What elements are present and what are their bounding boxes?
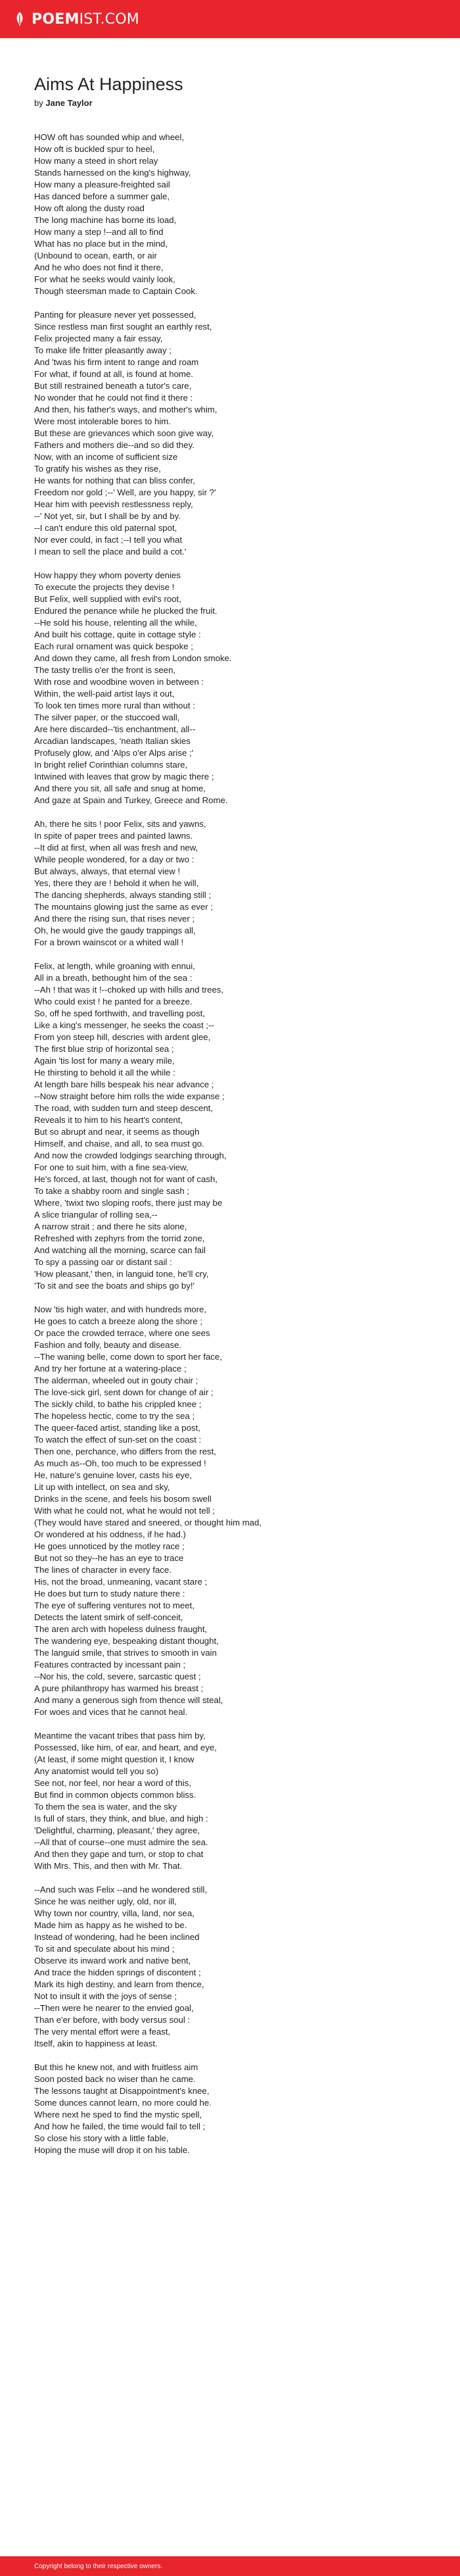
poem-line: He goes unnoticed by the motley race ; [34, 1541, 185, 1551]
poem-line: From yon steep hill, descries with ardent glee, [34, 1032, 211, 1042]
poem-line: The long machine has borne its load, [34, 215, 177, 225]
poem-line: What has no place but in the mind, [34, 239, 168, 249]
poem-line: Observe its inward work and native bent, [34, 1956, 191, 1966]
poem-line: Arcadian landscapes, 'neath Italian skies [34, 736, 191, 746]
poem-line: And many a generous sigh from thence will steal, [34, 1695, 223, 1705]
poem-body [34, 132, 428, 2156]
poem-line: Lit up with intellect, on sea and sky, [34, 1482, 170, 1492]
poem-line: The road, with sudden turn and steep descent, [34, 1103, 213, 1113]
poem-line: The love-sick girl, sent down for change of air ; [34, 1387, 214, 1397]
poem-line: So, off he sped forthwith, and travelling post, [34, 1008, 206, 1018]
poem-line: How many a step !--and all to find [34, 227, 164, 237]
poem-title: Aims At Happiness [34, 74, 183, 94]
poem-line: For what, if found at all, is found at home. [34, 369, 193, 379]
poem-line: --Then were he nearer to the envied goal, [34, 2003, 194, 2013]
poem-line: In bright relief Corinthian columns stare, [34, 760, 188, 770]
poem-line: I mean to sell the place and build a cot.' [34, 547, 187, 557]
poem-line: The lessons taught at Disappointment's knee, [34, 2086, 210, 2096]
poem-line: His, not the broad, unmeaning, vacant stare ; [34, 1577, 208, 1587]
poem-line: Or pace the crowded terrace, where one sees [34, 1328, 210, 1338]
poem-line: Or wondered at his oddness, if he had.) [34, 1529, 186, 1539]
poem-line: To watch the effect of sun-set on the coast : [34, 1435, 202, 1445]
poem-line: --' Not yet, sir, but I shall be by and by. [34, 511, 181, 521]
poem-line: And try her fortune at a watering-place ; [34, 1364, 187, 1374]
poem-line: He thirsting to behold it all the while : [34, 1068, 175, 1077]
poem-line: And trace the hidden springs of discontent ; [34, 1968, 201, 1977]
poem-line: Like a king's messenger, he seeks the coast ;-- [34, 1020, 214, 1030]
poem-line: And then, his father's ways, and mother's whim, [34, 405, 218, 414]
poem-line: --He sold his house, relenting all the while, [34, 618, 197, 628]
poem-line: No wonder that he could not find it there : [34, 393, 193, 403]
poem-line: The first blue strip of horizontal sea ; [34, 1044, 174, 1054]
brand-name-bold: POEM [32, 11, 80, 28]
poem-line: --Nor his, the cold, severe, sarcastic quest ; [34, 1672, 201, 1681]
poem-line: For what he seeks would vainly look, [34, 274, 175, 284]
copyright-notice: Copyright belong to their respective owners. [34, 2562, 163, 2570]
header-bar [0, 0, 460, 38]
poem-line: The hopeless hectic, come to try the sea ; [34, 1411, 195, 1421]
poem-line: Since restless man first sought an earthly rest, [34, 322, 212, 332]
poem-line: Hear him with peevish restlessness reply, [34, 499, 193, 509]
stanza [34, 1304, 428, 1718]
poem-line: Where next he sped to find the mystic spell, [34, 2110, 202, 2119]
stanza [34, 1730, 428, 1872]
poem-line: And watching all the morning, scarce can fail [34, 1245, 206, 1255]
poem-line: (At least, if some might question it, I know [34, 1754, 195, 1764]
poem-line: But Felix, well supplied with evil's root, [34, 594, 181, 604]
poem-line: So close his story with a little fable, [34, 2133, 169, 2143]
poem-line: Though steersman made to Captain Cook. [34, 286, 198, 296]
poem-line: And gaze at Spain and Turkey, Greece and Rome. [34, 795, 228, 805]
poem-line: For woes and vices that he cannot heal. [34, 1707, 188, 1717]
poem-line: Any anatomist would tell you so) [34, 1766, 159, 1776]
poem-line: But still restrained beneath a tutor's care, [34, 381, 192, 391]
poem-line: But these are grievances which soon give way, [34, 428, 214, 438]
poem-line: Refreshed with zephyrs from the torrid zone, [34, 1233, 205, 1243]
byline-prefix: by [34, 98, 43, 108]
poem-line: How oft along the dusty road [34, 203, 145, 213]
poem-line: Panting for pleasure never yet possessed, [34, 310, 196, 320]
poem-line: Now 'tis high water, and with hundreds more, [34, 1304, 207, 1314]
poem-line: --Ah ! that was it !--choked up with hills and trees, [34, 985, 224, 995]
footer-bar [0, 2556, 460, 2576]
stanza [34, 960, 428, 1292]
poem-line: Why town nor country, villa, land, nor sea, [34, 1908, 195, 1918]
poem-line: --Now straight before him rolls the wide expanse ; [34, 1091, 225, 1101]
poem-line: To execute the projects they devise ! [34, 582, 175, 592]
poem-line: Again 'tis lost for many a weary mile, [34, 1056, 175, 1066]
poem-line: Where, 'twixt two sloping roofs, there just may be [34, 1198, 223, 1208]
poem-line: Each rural ornament was quick bespoke ; [34, 641, 193, 651]
poem-line: To look ten times more rural than without : [34, 701, 195, 710]
poem-line: Ah, there he sits ! poor Felix, sits and yawns, [34, 819, 206, 829]
poem-line: To make life fritter pleasantly away ; [34, 345, 172, 355]
poem-line: The aren arch with hopeless dulness fraught, [34, 1624, 208, 1634]
stanza [34, 2062, 428, 2156]
poem-line: To spy a passing oar or distant sail : [34, 1257, 172, 1267]
poem-line: And there you sit, all safe and snug at home, [34, 783, 206, 793]
poem-line: Himself, and chaise, and all, to sea must go. [34, 1139, 204, 1149]
poem-line: Itself, akin to happiness at least. [34, 2039, 158, 2048]
poem-line: He's forced, at last, though not for want of cash, [34, 1174, 218, 1184]
poem-line: The sickly child, to bathe his crippled knee ; [34, 1399, 202, 1409]
site-logo[interactable] [13, 11, 139, 28]
poem-line: To sit and speculate about his mind ; [34, 1944, 175, 1954]
poem-line: Felix, at length, while groaning with ennui, [34, 961, 195, 971]
poem-line: How many a pleasure-freighted sail [34, 180, 170, 189]
poem-line: The lines of character in every face. [34, 1565, 172, 1575]
poem-line: --I can't endure this old paternal spot, [34, 523, 177, 533]
poem-line: The wandering eye, bespeaking distant thought, [34, 1636, 219, 1646]
poem-line: Soon posted back no wiser than he came. [34, 2074, 196, 2084]
poem-line: Yes, there they are ! behold it when he will, [34, 878, 199, 888]
poem-line: But so abrupt and near, it seems as though [34, 1127, 200, 1137]
poem-line: But find in common objects common bliss. [34, 1790, 196, 1800]
poem-line: The eye of suffering ventures not to meet, [34, 1600, 195, 1610]
poem-line: Meantime the vacant tribes that pass him by, [34, 1731, 206, 1741]
poem-line: The tasty trellis o'er the front is seen, [34, 665, 176, 675]
poem-line: And there the rising sun, that rises never ; [34, 914, 195, 924]
poem-line: Felix projected many a fair essay, [34, 334, 163, 343]
poem-line: To them the sea is water, and the sky [34, 1802, 177, 1812]
poem-line: He wants for nothing that can bliss confer, [34, 476, 195, 485]
poem-line: He goes to catch a breeze along the shore ; [34, 1316, 202, 1326]
poem-line: But this he knew not, and with fruitless aim [34, 2062, 198, 2072]
byline [34, 97, 428, 109]
poem-line: Since he was neither ugly, old, nor ill, [34, 1896, 177, 1906]
poem-line: --All that of course--one must admire the sea. [34, 1837, 208, 1847]
poem-line: The languid smile, that strives to smooth in vain [34, 1648, 217, 1658]
poem-line: Are here discarded--'tis enchantment, all-- [34, 724, 196, 734]
poem-line: 'How pleasant,' then, in languid tone, he'll cry, [34, 1269, 209, 1279]
quill-icon [13, 11, 26, 27]
poem-line: Hoping the muse will drop it on his table. [34, 2145, 190, 2155]
brand-name-light: IST.COM [79, 11, 139, 28]
poem-line: A pure philanthropy has warmed his breast ; [34, 1683, 204, 1693]
poem-line: The very mental effort were a feast, [34, 2027, 171, 2037]
poem-line: He, nature's genuine lover, casts his eye, [34, 1470, 193, 1480]
poem-line: The alderman, wheeled out in gouty chair ; [34, 1375, 198, 1385]
poem-line: The queer-faced artist, standing like a post, [34, 1423, 200, 1433]
stanza [34, 1884, 428, 2050]
poem-line: The mountains glowing just the same as ever ; [34, 902, 213, 912]
poem-line: Who could exist ! he panted for a breeze. [34, 997, 193, 1006]
stanza [34, 570, 428, 806]
poem-line: With what he could not, what he would not tell ; [34, 1506, 215, 1516]
poem-line: Endured the penance while he plucked the fruit. [34, 606, 218, 616]
poem-line: As much as--Oh, too much to be expressed ! [34, 1458, 206, 1468]
stanza [34, 132, 428, 297]
poem-line: (Unbound to ocean, earth, or air [34, 251, 157, 260]
poem-line: Fashion and folly, beauty and disease. [34, 1340, 182, 1350]
poem-content [34, 74, 428, 2168]
poem-line: Reveals it to him to his heart's content, [34, 1115, 183, 1125]
author-link[interactable]: Jane Taylor [45, 98, 93, 108]
poem-line: And he who does not find it there, [34, 262, 164, 272]
poem-line: Than e'er before, with body versus soul : [34, 2015, 191, 2025]
poem-line: Some dunces cannot learn, no more could he. [34, 2098, 212, 2108]
poem-line: 'To sit and see the boats and ships go by!' [34, 1281, 195, 1291]
poem-line: Profusely glow, and 'Alps o'er Alps arise ;' [34, 748, 194, 758]
poem-line: --And such was Felix --and he wondered still, [34, 1885, 208, 1895]
poem-line: HOW oft has sounded whip and wheel, [34, 132, 184, 142]
poem-line: And how he failed, the time would fail to tell ; [34, 2121, 206, 2131]
poem-line: He does but turn to study nature there : [34, 1589, 185, 1598]
poem-line: Within, the well-paid artist lays it out, [34, 689, 175, 699]
poem-line: And built his cottage, quite in cottage style : [34, 630, 201, 639]
poem-line: A slice triangular of rolling sea,-- [34, 1210, 158, 1220]
poem-line: Detects the latent smirk of self-conceit, [34, 1612, 183, 1622]
poem-line: 'Delightful, charming, pleasant,' they agree, [34, 1825, 200, 1835]
poem-line: The silver paper, or the stuccoed wall, [34, 712, 180, 722]
poem-line: For a brown wainscot or a whited wall ! [34, 937, 184, 947]
poem-line: The dancing shepherds, always standing still ; [34, 890, 212, 900]
poem-line: How happy they whom poverty denies [34, 570, 181, 580]
poem-line: Not to insult it with the joys of sense ; [34, 1991, 177, 2001]
poem-line: Oh, he would give the gaudy trappings all, [34, 926, 196, 935]
poem-line: Freedom nor gold ;--' Well, are you happy, sir ?' [34, 487, 216, 497]
poem-line: All in a breath, bethought him of the sea : [34, 973, 193, 983]
poem-line: A narrow strait ; and there he sits alone, [34, 1222, 187, 1231]
stanza [34, 309, 428, 558]
poem-line: --It did at first, when all was fresh and new, [34, 843, 198, 853]
poem-line: Then one, perchance, who differs from the rest, [34, 1447, 216, 1456]
poem-line: Stands harnessed on the king's highway, [34, 168, 191, 178]
poem-line: --The waning belle, come down to sport her face, [34, 1352, 222, 1362]
stanza [34, 818, 428, 949]
poem-line: See not, nor feel, nor hear a word of this, [34, 1778, 191, 1788]
poem-line: Is full of stars, they think, and blue, and high : [34, 1814, 208, 1823]
poem-line: Now, with an income of sufficient size [34, 452, 178, 462]
poem-line: To take a shabby room and single sash ; [34, 1186, 190, 1196]
poem-line: And 'twas his firm intent to range and roam [34, 357, 199, 367]
poem-line: To gratify his wishes as they rise, [34, 464, 161, 474]
poem-line: And now the crowded lodgings searching through, [34, 1151, 227, 1160]
poem-line: While people wondered, for a day or two : [34, 855, 195, 864]
poem-line: Were most intolerable bores to him. [34, 416, 171, 426]
poem-line: And down they came, all fresh from London smoke. [34, 653, 232, 663]
poem-line: Made him as happy as he wished to be. [34, 1920, 187, 1930]
poem-line: Features contracted by incessant pain ; [34, 1660, 186, 1670]
poem-line: How many a steed in short relay [34, 156, 158, 166]
poem-line: Fathers and mothers die--and so did they. [34, 440, 195, 450]
poem-line: Has danced before a summer gale, [34, 191, 170, 201]
poem-line: Possessed, like him, of ear, and heart, and eye, [34, 1743, 217, 1752]
poem-line: At length bare hills bespeak his near advance ; [34, 1079, 214, 1089]
poem-line: With rose and woodbine woven in between : [34, 677, 204, 687]
poem-line: In spite of paper trees and painted lawns. [34, 831, 193, 841]
poem-line: But always, always, that eternal view ! [34, 866, 181, 876]
poem-line: With Mrs. This, and then with Mr. That. [34, 1861, 183, 1871]
poem-line: How oft is buckled spur to heel, [34, 144, 155, 154]
poem-line: For one to suit him, with a fine sea-view, [34, 1162, 189, 1172]
poem-line: Mark its high destiny, and learn from thence, [34, 1979, 204, 1989]
poem-line: Intwined with leaves that grow by magic there ; [34, 772, 214, 781]
poem-line: But not so they--he has an eye to trace [34, 1553, 184, 1563]
poem-line: And then they gape and turn, or stop to chat [34, 1849, 204, 1859]
poem-line: Drinks in the scene, and feels his bosom swell [34, 1494, 212, 1504]
poem-line: Nor ever could, in fact ;--I tell you what [34, 535, 183, 545]
poem-line: Instead of wondering, had he been inclined [34, 1932, 200, 1942]
poem-line: (They would have stared and sneered, or thought him mad, [34, 1518, 262, 1527]
